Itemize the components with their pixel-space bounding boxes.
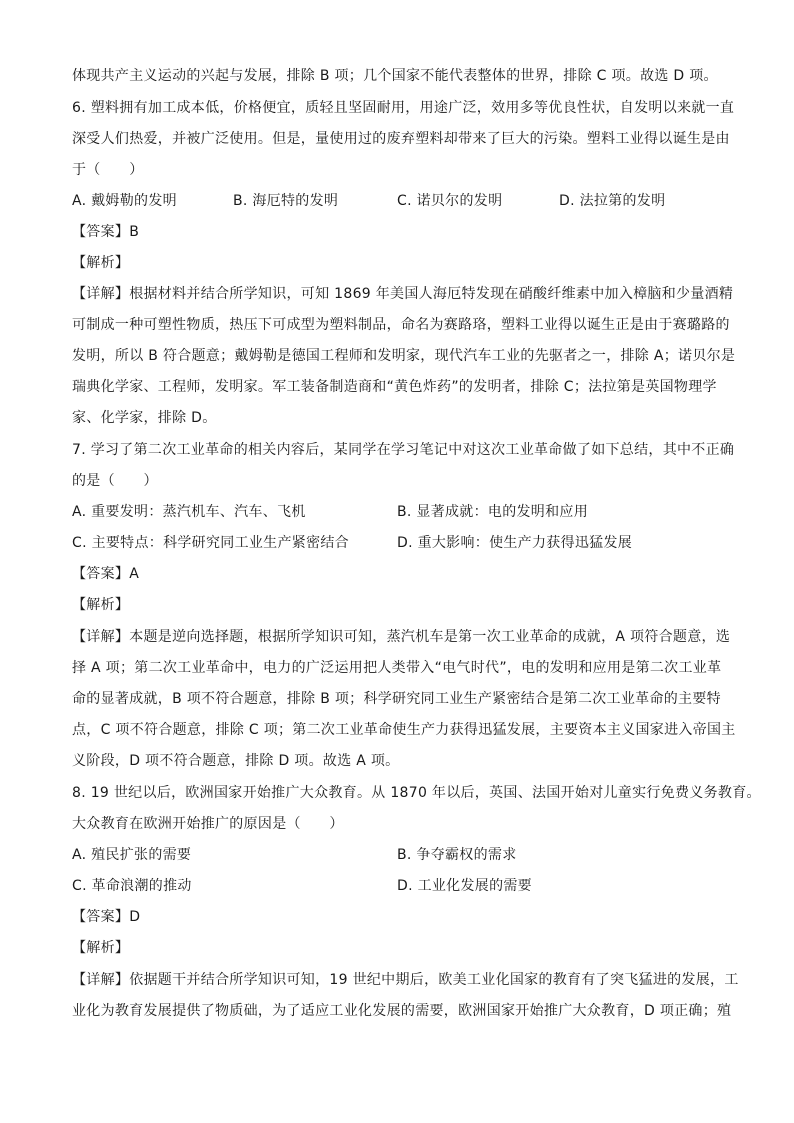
question-6-stem: 6. 塑料拥有加工成本低，价格便宜，质轻且坚固耐用，用途广泛，效用多等优良性状，自发明以来就一直 xyxy=(72,100,735,116)
answer-label: 【答案】B xyxy=(72,224,140,240)
text-line: 瑞典化学家、工程师，发明家。军工装备制造商和“黄色炸药”的发明者，排除 C；法拉第是英国物理学 xyxy=(72,379,717,395)
q8-option-c: C. 革命浪潮的推动 xyxy=(72,878,192,894)
q8-option-b: B. 争夺霸权的需求 xyxy=(397,847,517,863)
question-7-stem: 7. 学习了第二次工业革命的相关内容后，某同学在学习笔记中对这次工业革命做了如下总结，其中不正确 xyxy=(72,442,735,458)
question-8-stem: 8. 19 世纪以后，欧洲国家开始推广大众教育。从 1870 年以后，英国、法国开始对儿童实行免费义务教育。 xyxy=(72,785,761,801)
text-line: 家、化学家，排除 D。 xyxy=(72,410,217,426)
q8-option-d: D. 工业化发展的需要 xyxy=(397,878,532,894)
q8-option-a: A. 殖民扩张的需要 xyxy=(72,847,192,863)
q6-option-a: A. 戴姆勒的发明 xyxy=(72,193,177,209)
text-line: 业化为教育发展提供了物质础，为了适应工业化发展的需要，欧洲国家开始推广大众教育，D 项正确；殖 xyxy=(72,1003,732,1019)
answer-label: 【答案】A xyxy=(72,566,140,582)
analysis-label: 【解析】 xyxy=(72,940,130,956)
text-line: 的是（ ） xyxy=(72,473,158,489)
q6-option-b: B. 海厄特的发明 xyxy=(233,193,339,209)
text-line: 义阶段，D 项不符合题意，排除 D 项。故选 A 项。 xyxy=(72,753,400,769)
q7-option-a: A. 重要发明：蒸汽机车、汽车、飞机 xyxy=(72,504,306,520)
detail-text: 【详解】根据材料并结合所学知识，可知 1869 年美国人海厄特发现在硝酸纤维素中加入樟脑和少量酒精 xyxy=(72,286,734,302)
analysis-label: 【解析】 xyxy=(72,255,130,271)
text-line: 大众教育在欧洲开始推广的原因是（ ） xyxy=(72,816,344,832)
q6-option-d: D. 法拉第的发明 xyxy=(559,193,666,209)
answer-label: 【答案】D xyxy=(72,909,141,925)
text-line: 于（ ） xyxy=(72,162,144,178)
q7-option-d: D. 重大影响：使生产力获得迅猛发展 xyxy=(397,535,633,551)
q7-option-b: B. 显著成就：电的发明和应用 xyxy=(397,504,589,520)
text-line: 体现共产主义运动的兴起与发展，排除 B 项；几个国家不能代表整体的世界，排除 C 项。故选 D 项。 xyxy=(72,68,718,84)
text-line: 深受人们热爱，并被广泛使用。但是，量使用过的废弃塑料却带来了巨大的污染。塑料工业得以诞生是由 xyxy=(72,131,730,147)
q6-option-c: C. 诺贝尔的发明 xyxy=(397,193,503,209)
analysis-label: 【解析】 xyxy=(72,597,130,613)
q7-option-c: C. 主要特点：科学研究同工业生产紧密结合 xyxy=(72,535,349,551)
text-line: 可制成一种可塑性物质，热压下可成型为塑料制品，命名为赛路珞，塑料工业得以诞生正是由于赛璐路的 xyxy=(72,317,730,333)
text-line: 点，C 项不符合题意，排除 C 项；第二次工业革命使生产力获得迅猛发展，主要资本主义国家进入帝国主 xyxy=(72,722,736,738)
text-line: 择 A 项；第二次工业革命中，电力的广泛运用把人类带入“电气时代”，电的发明和应用是第二次工业革 xyxy=(72,660,722,676)
detail-text: 【详解】本题是逆向选择题，根据所学知识可知，蒸汽机车是第一次工业革命的成就，A 项符合题意，选 xyxy=(72,629,731,645)
text-line: 命的显著成就，B 项不符合题意，排除 B 项；科学研究同工业生产紧密结合是第二次工业革命的主要特 xyxy=(72,691,721,707)
text-line: 发明，所以 B 符合题意；戴姆勒是德国工程师和发明家，现代汽车工业的先驱者之一，排除 A；诺贝尔是 xyxy=(72,348,736,364)
detail-text: 【详解】依据题干并结合所学知识可知，19 世纪中期后，欧美工业化国家的教育有了突飞猛进的发展，工 xyxy=(72,972,739,988)
